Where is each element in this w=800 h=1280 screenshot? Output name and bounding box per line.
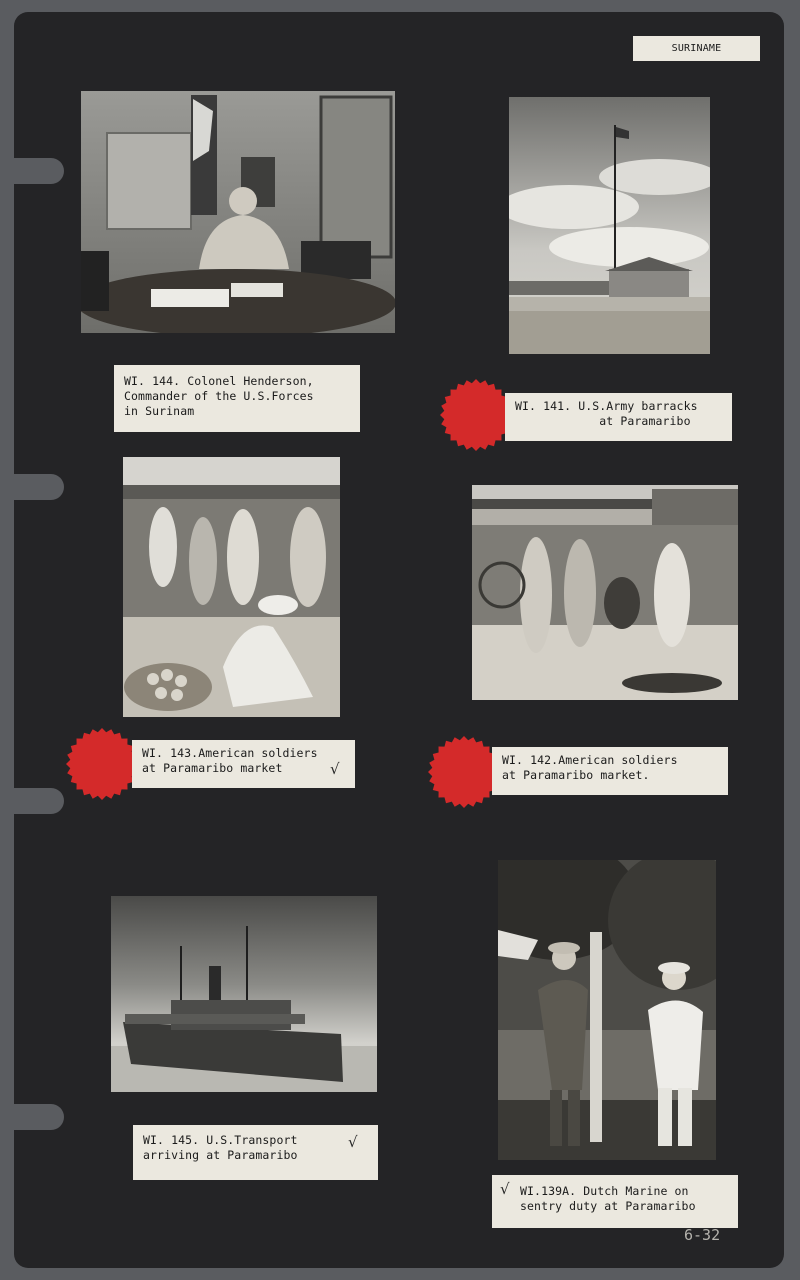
binder-hole bbox=[12, 158, 64, 184]
photo-soldiers-market-left bbox=[123, 457, 340, 717]
caption-wi141: WI. 141. U.S.Army barracks at Paramaribo bbox=[505, 393, 732, 441]
caption-wi144: WI. 144. Colonel Henderson, Commander of the U.S.Forces in Surinam bbox=[114, 365, 360, 432]
photo-army-barracks bbox=[509, 97, 710, 354]
check-mark: √ bbox=[330, 760, 340, 778]
binder-hole bbox=[12, 788, 64, 814]
binder-hole bbox=[12, 1104, 64, 1130]
red-seal-sticker bbox=[440, 379, 512, 451]
photo-us-transport-ship bbox=[111, 896, 377, 1092]
caption-wi142: WI. 142.American soldiers at Paramaribo market. bbox=[492, 747, 728, 795]
caption-wi145: WI. 145. U.S.Transport arriving at Paramaribo bbox=[133, 1125, 378, 1180]
check-mark: √ bbox=[348, 1133, 358, 1151]
country-label: SURINAME bbox=[633, 36, 760, 61]
check-mark: √ bbox=[500, 1180, 510, 1198]
caption-wi139a: WI.139A. Dutch Marine on sentry duty at Paramaribo bbox=[492, 1175, 738, 1228]
caption-wi143: WI. 143.American soldiers at Paramaribo market bbox=[132, 740, 355, 788]
binder-hole bbox=[12, 474, 64, 500]
red-seal-sticker bbox=[66, 728, 138, 800]
photo-soldiers-market-right bbox=[472, 485, 738, 700]
photo-colonel-henderson bbox=[81, 91, 395, 333]
photo-dutch-marine-sentry bbox=[498, 860, 716, 1160]
page-number: 6-32 bbox=[684, 1226, 721, 1244]
red-seal-sticker bbox=[428, 736, 500, 808]
